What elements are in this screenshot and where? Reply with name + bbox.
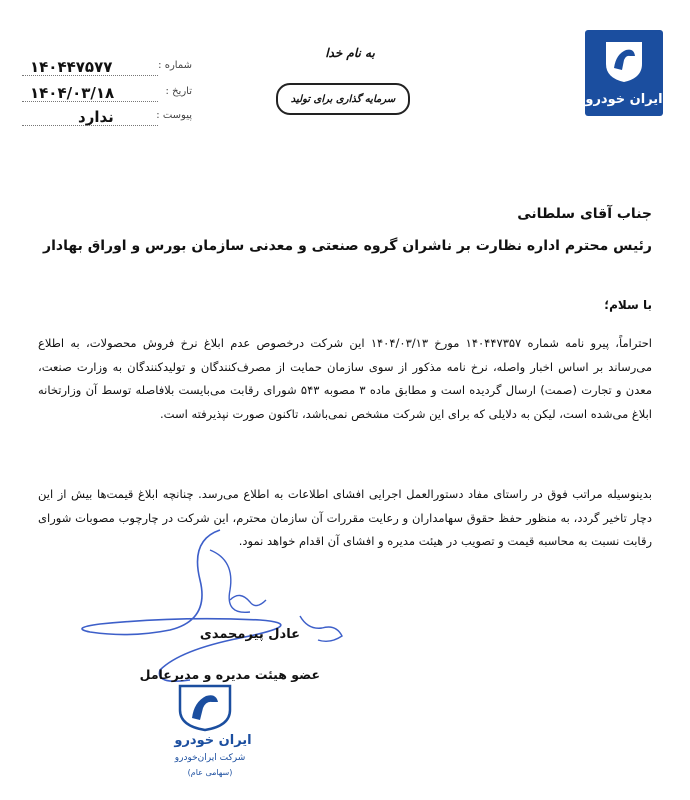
stamp-company-text: شرکت ایران‌خودرو bbox=[174, 753, 246, 763]
stamp-brand-text: ایران خودرو bbox=[174, 733, 252, 748]
horse-shield-icon bbox=[602, 38, 646, 84]
letter-date-row bbox=[22, 84, 192, 102]
letter-attachment-row bbox=[22, 108, 192, 126]
divider bbox=[22, 75, 158, 76]
recipient-name: جناب آقای سلطانی bbox=[517, 206, 652, 222]
letter-number-row bbox=[22, 58, 192, 76]
divider bbox=[22, 125, 158, 126]
logo-text: ایران خودرو bbox=[585, 92, 663, 107]
letter-attachment-value: ندارد bbox=[78, 108, 114, 126]
bismillah: به نام خدا bbox=[325, 46, 375, 60]
signatory-title: عضو هیئت مدیره و مدیرعامل bbox=[139, 667, 320, 682]
letter-attachment-label: پیوست : bbox=[156, 110, 192, 121]
recipient-title: رئیس محترم اداره نظارت بر ناشران گروه صنعتی و معدنی سازمان بورس و اوراق بهادار bbox=[43, 238, 652, 254]
greeting: با سلام؛ bbox=[604, 298, 652, 312]
letter-date-value: ۱۴۰۴/۰۳/۱۸ bbox=[30, 84, 115, 102]
body-paragraph-1: احتراماً، پیرو نامه شماره ۱۴۰۴۴۷۳۵۷ مورخ ۱۴۰۴/۰۳/۱۳ این شرکت درخصوص عدم ابلاغ نرخ فروش محصولات، به اطلاع می‌رساند بر اساس اخبار واصله، نرخ نامه مذکور از سوی سازمان حمایت از مصرف‌کنندگان و تولیدکنندگان به وزارت صنعت، معدن و تجارت (صمت) ارسال گردیده است و مطابق ماده ۳ مصوبه ۵۴۳ شورای رقابت می‌بایست بلافاصله توسط آن وزارتخانه ابلاغ می‌شده است، لیکن به دلایلی که برای این شرکت مشخص نمی‌باشد، تاکنون صورت نپذیرفته است. bbox=[38, 336, 652, 421]
divider bbox=[22, 101, 158, 102]
signatory-name: عادل پیرمحمدی bbox=[199, 627, 300, 642]
body-paragraph-2: بدینوسیله مراتب فوق در راستای مفاد دستورالعمل اجرایی افشای اطلاعات به اطلاع می‌رسد. چنانچه ابلاغ قیمت‌ها بیش از این دچار تاخیر گردد، به منظور حفظ حقوق سهامداران و رعایت مقررات آن سازمان محترم، این شرکت در چارچوب مصوبات شورای رقابت نسبت به محاسبه قیمت و تصویب در هیئت مدیره و افشای آن اقدام خواهد نمود. bbox=[38, 487, 652, 549]
letter-number-label: شماره : bbox=[158, 60, 192, 71]
company-stamp-icon bbox=[172, 684, 238, 732]
letter-date-label: تاریخ : bbox=[165, 86, 192, 97]
slogan-badge: سرمایه گذاری برای تولید bbox=[276, 83, 410, 115]
stamp-company-type: (سهامی عام) bbox=[187, 768, 233, 777]
letter-number-value: ۱۴۰۴۴۷۵۷۷ bbox=[30, 58, 113, 76]
